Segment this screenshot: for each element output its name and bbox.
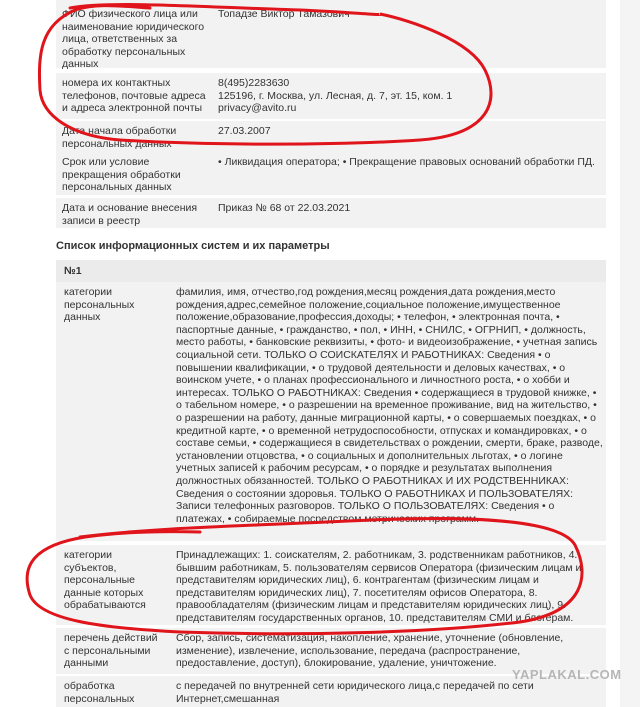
registry-page: [38, 0, 620, 707]
system-row-subjects: [56, 545, 606, 625]
contact-value: 8(495)2283630 125196, г. Москва, ул. Лесная, д. 7, эт. 15, ком. 1 privacy@avito.ru: [218, 77, 453, 115]
system-row-label: перечень действий с персональными данными: [64, 632, 158, 670]
page-edge-shadow: [620, 0, 640, 707]
contact-row-name: [56, 0, 606, 71]
system-row-categories: [56, 282, 606, 541]
contact-value: Топадзе Виктор Тамазович: [218, 8, 350, 20]
system-row-label: обработка персональных: [64, 680, 135, 705]
contact-label: номера их контактных телефонов, почтовые адреса и адреса электронной почты: [62, 77, 206, 115]
system-number-header: [56, 260, 606, 282]
contact-value: • Ликвидация оператора; • Прекращение правовых оснований обработки ПД.: [218, 156, 595, 168]
contact-label: Дата начала обработки персональных данных: [62, 125, 177, 150]
contact-row-termination: [56, 152, 606, 195]
watermark-logo: YAPLAKAL.COM: [512, 667, 622, 682]
contact-row-phones: [56, 73, 606, 119]
system-row-value: Сбор, запись, систематизация, накопление, хранение, уточнение (обновление, изменение), извлечение, использование, передача (распространение, предоставление, доступ), блокирование, удаление, уничтожение.: [176, 632, 564, 670]
systems-section-title: Список информационных систем и их параметры: [56, 240, 330, 252]
system-row-value: фамилия, имя, отчество,год рождения,месяц рождения,дата рождения,место рождения,адрес,семейное положение,социальное положение,имущественное положение,образование,профессия,доходы; • телефон, • электронная почта, • паспортные данные, • гражданство, • пол, • ИНН, • СНИЛС, • ОГРНИП, • должность, место работы, • банковские реквизиты, • фото- и видеоизображение, • учетная запись социальной сети. ТОЛЬКО О СОИСКАТЕЛЯХ И РАБОТНИКАХ: Сведения • о повышении квалификации, • о трудовой деятельности и деловых качествах, • о воинском учете, • о планах профессионального и личностного роста, • о хобби и интересах. ТОЛЬКО О РАБОТНИКАХ: Сведения • содержащиеся в трудовой книжке, • о табельном номере, • о разрешении на временное проживание, вид на жительство, • о разрешении на работу, данные миграционной карты, • о совершаемых поездках, • о кредитной карте, • о временной нетрудоспособности, отпусках и командировках, • о составе семьи, • содержащиеся в свидетельствах о рождении, смерти, браке, разводе, установлении отцовства, • о социальных и дополнительных льготах, • о логине учетных записей к рабочим ресурсам, • о порядке и результатах выполнения должностных обязанностей. ТОЛЬКО О РАБОТНИКАХ И ИХ РОДСТВЕННИКАХ: Сведения о состоянии здоровья. ТОЛЬКО О РАБОТНИКАХ И ПОЛЬЗОВАТЕЛЯХ: Записи телефонных разговоров. ТОЛЬКО О ПОЛЬЗОВАТЕЛЯХ: Сведения • о платежах, • собираемые посредством метрических программ.: [176, 286, 603, 525]
system-row-label: категории субъектов, персональные данные которых обрабатываются: [64, 549, 146, 612]
contact-value: Приказ № 68 от 22.03.2021: [218, 202, 351, 214]
system-number: №1: [64, 265, 82, 277]
system-row-label: категории персональных данных: [64, 286, 135, 324]
contact-value: 27.03.2007: [218, 125, 271, 137]
system-row-value: Принадлежащих: 1. соискателям, 2. работникам, 3. родственникам работников, 4. бывшим работникам, 5. пользователям сервисов Оператора (физическим лицам и представителям юридических лиц), 6. контрагентам (физическим лицам и представителям юридических лиц), 7. посетителям офисов Оператора, 8. правообладателям (физическим лицам и представителям юридических лиц), 9. представителям государственных органов, 10. представителям СМИ и блогерам.: [176, 549, 582, 624]
contact-row-registry-date: [56, 198, 606, 228]
contact-label: ФИО физического лица или наименование юридического лица, ответственных за обработку персональных данных: [62, 8, 205, 71]
contact-row-start-date: [56, 121, 606, 153]
system-row-value: с передачей по внутренней сети юридического лица,с передачей по сети Интернет,смешанная: [176, 680, 534, 705]
contact-label: Срок или условие прекращения обработки персональных данных: [62, 156, 181, 194]
contact-label: Дата и основание внесения записи в реестр: [62, 202, 198, 227]
